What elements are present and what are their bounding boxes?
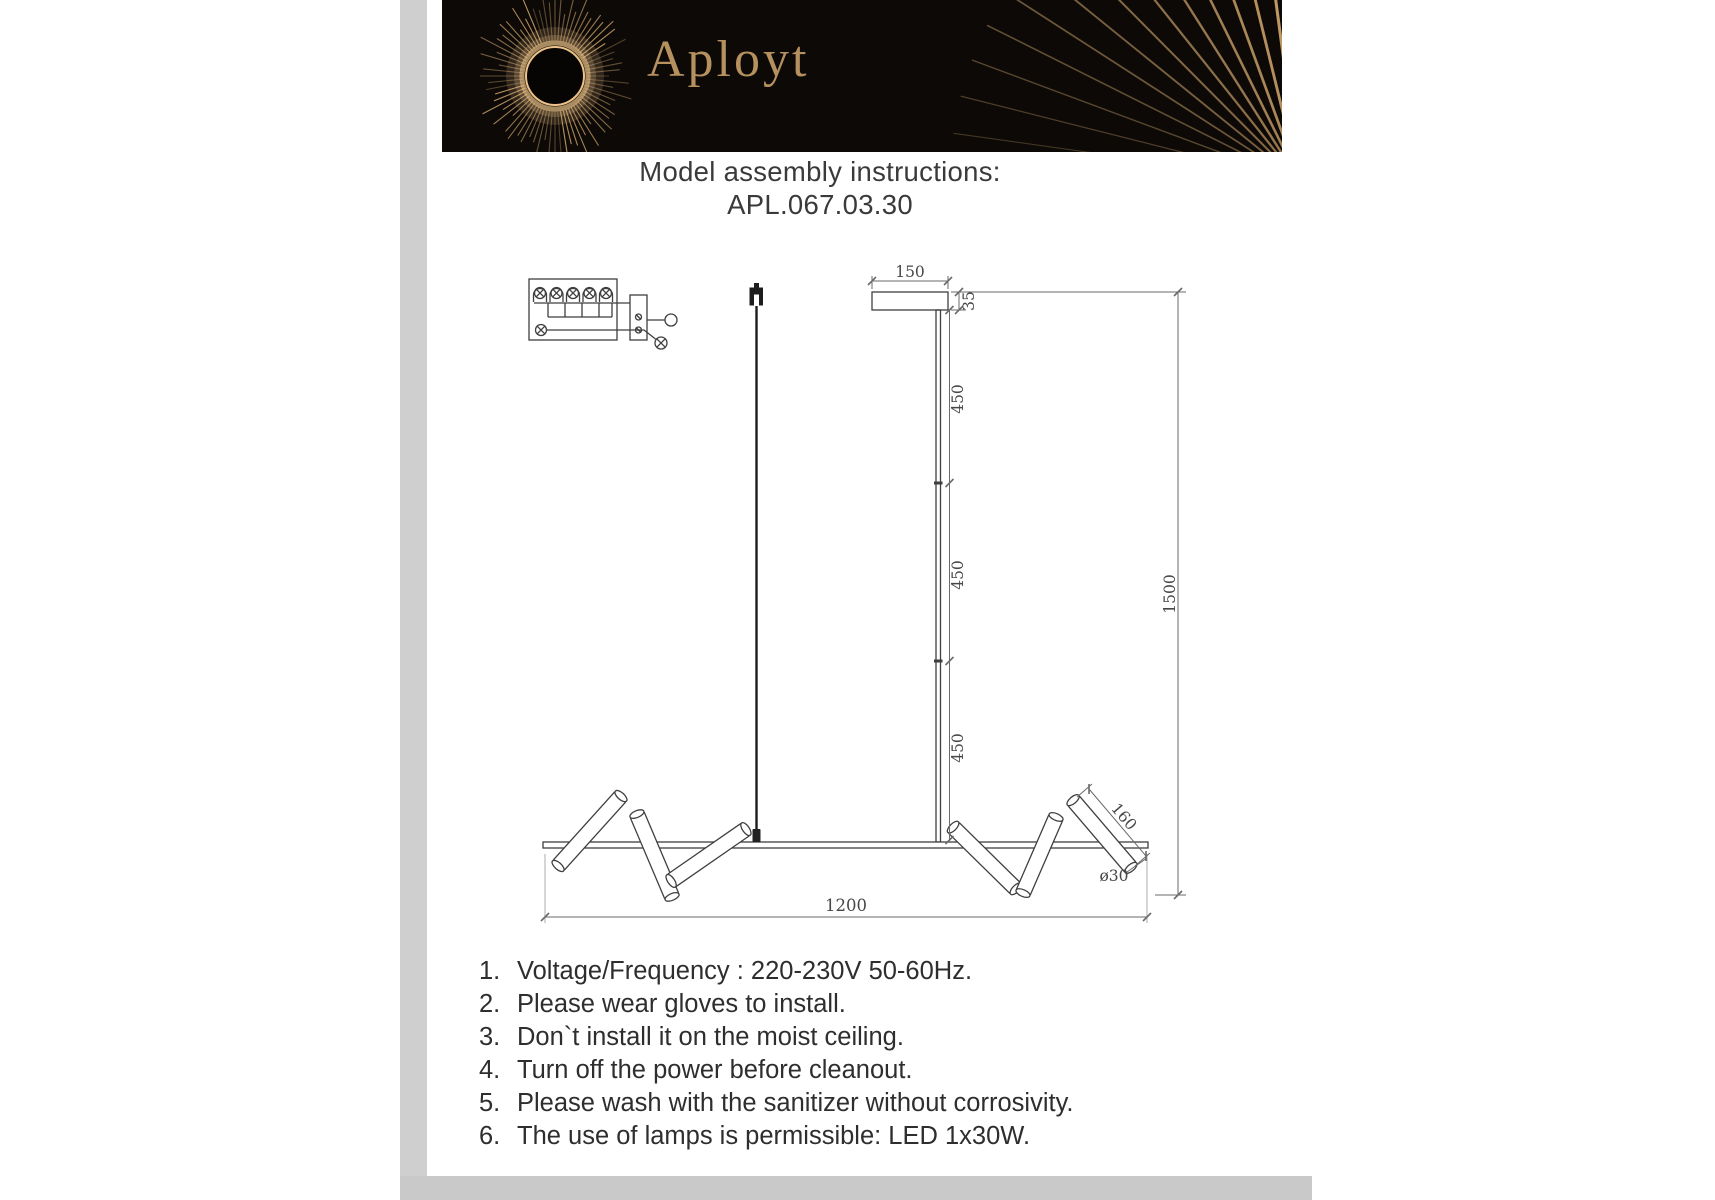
item-text: The use of lamps is permissible: LED 1x30W.: [517, 1122, 1031, 1150]
brand-name: Aployt: [647, 31, 810, 88]
sunburst-logo-icon: [480, 0, 631, 152]
dim-rod-segment-2: 450: [949, 560, 967, 590]
dim-total-height: 1500: [1161, 574, 1179, 614]
model-number: APL.067.03.30: [727, 189, 913, 220]
dim-bar-length: 1200: [825, 896, 867, 915]
item-number: 2.: [479, 990, 501, 1018]
wiring-diagram: [529, 279, 677, 349]
corner-rays-icon: [953, 0, 1282, 152]
brand-banner: [442, 0, 1282, 152]
cord-plug-icon: [750, 283, 764, 306]
page-title: Model assembly instructions:: [639, 156, 1001, 187]
instructions-list: [479, 957, 1074, 1155]
fixture-bar: [543, 842, 1148, 848]
list-item: [479, 957, 1074, 990]
item-number: 6.: [479, 1122, 501, 1150]
item-text: Turn off the power before cleanout.: [517, 1056, 913, 1084]
ceiling-canopy: [872, 292, 948, 310]
cord-fitting: [753, 829, 761, 842]
scan-edge-bottom: [400, 1176, 1312, 1200]
item-number: 4.: [479, 1056, 501, 1084]
dim-spot-length: 160: [1107, 799, 1141, 834]
dim-rod-segment-3: 450: [949, 733, 967, 763]
dim-canopy-width: 150: [895, 263, 925, 281]
technical-drawing: [400, 228, 1220, 938]
dim-canopy-thickness: 35: [960, 291, 978, 311]
dim-rod-segment-1: 450: [949, 384, 967, 414]
list-item: [479, 990, 1074, 1023]
list-item: [479, 1056, 1074, 1089]
suspension-rod: [936, 310, 941, 842]
item-text: Voltage/Frequency : 220-230V 50-60Hz.: [517, 957, 973, 985]
item-number: 3.: [479, 1023, 501, 1051]
dim-spot-diameter: ø30: [1099, 867, 1129, 885]
banner-decoration: [442, 0, 1282, 152]
item-text: Please wear gloves to install.: [517, 990, 846, 1018]
title-block: [400, 155, 1240, 221]
item-text: Please wash with the sanitizer without corrosivity.: [517, 1089, 1074, 1117]
item-text: Don`t install it on the moist ceiling.: [517, 1023, 904, 1051]
item-number: 1.: [479, 957, 501, 985]
fixture-view: [543, 283, 1148, 903]
list-item: [479, 1023, 1074, 1056]
item-number: 5.: [479, 1089, 501, 1117]
list-item: [479, 1089, 1074, 1122]
terminal-screws: [534, 288, 613, 303]
list-item: [479, 1122, 1074, 1155]
